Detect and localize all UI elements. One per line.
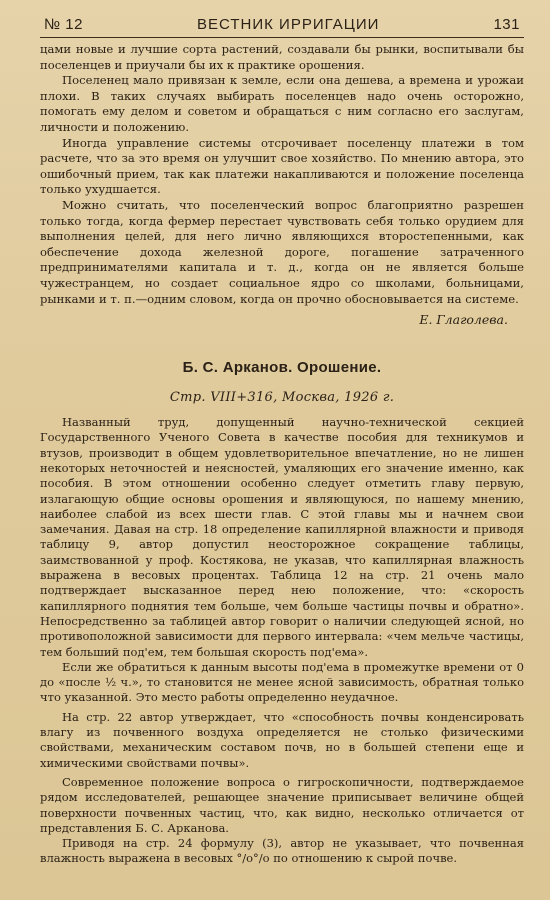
- issue-number: № 12: [44, 16, 83, 33]
- article-paragraph: Поселенец мало привязан к земле, если она дешева, а времена и урожаи плохи. В таких случаях выбирать поселенцев надо очень осторожно, помогать ему делом и советом и обращаться с ним согласно его заслугам, личности и положению.: [40, 73, 524, 134]
- review-paragraph: Если же обратиться к данным высоты под'ема в промежутке времени от 0 до «после ½ ч.», то становится не менее ясной зависимость, обратная только что указанной. Это место работы определенно неудачное.: [40, 659, 524, 705]
- article-paragraph: цами новые и лучшие сорта растений, создавали бы рынки, воспитывали бы поселенцев и приучали бы их к практике орошения.: [40, 42, 524, 72]
- author-signature: Е. Глаголева.: [419, 312, 508, 328]
- review-publication-info: Стр. VIII+316, Москва, 1926 г.: [169, 390, 395, 406]
- review-paragraph: Приводя на стр. 24 формулу (3), автор не указывает, что почвенная влажность выражена в весовых °/о°/о по отношению к сырой почве.: [40, 836, 524, 866]
- journal-title: ВЕСТНИК ИРРИГАЦИИ: [197, 16, 380, 33]
- page-header: [40, 16, 524, 38]
- article-continuation: [40, 42, 524, 329]
- review-paragraph: На стр. 22 автор утверждает, что «способность почвы конденсировать влагу из почвенного воздуха определяется не столько физическими свойствами, механическим составом почв, но в большей степени еще и химическими свойствами почвы».: [40, 709, 524, 770]
- article-paragraph: Можно считать, что поселенческий вопрос благоприятно разрешен только тогда, когда фермер перестает чувствовать себя только орудием для выполнения целей, для него лично являющихся второстепенными, как обеспечение дохода железной дороге, погашение затраченного предпринимателями капитала и т. д., когда он не является больше чужестранцем, но создает социальное ядро со школами, больницами, рынками и т. п.—одним словом, когда он прочно обосновывается на системе.: [40, 197, 524, 306]
- review-paragraph: Названный труд, допущенный научно-технической секцией Государственного Ученого Совета в качестве пособия для техникумов и втузов, производит в общем удовлетворительное впечатление, но не лишен некоторых неточностей и неясностей, умаляющих его значение именно, как пособия. В этом отношении особенно следует отметить главу первую, излагающую общие основы орошения и являющуюся, по нашему мнению, наиболее слабой из всех шести глав. С этой главы мы и начнем свои замечания. Давая на стр. 18 определение капиллярной влажности и приводя таблицу 9, автор допустил неосторожное сокращение таблицы, заимствованной у проф. Костякова, не указав, что капиллярная влажность выражена в весовых процентах. Таблица 12 на стр. 21 очень мало подтверждает высказанное перед нею положение, что: «скорость капиллярного поднятия тем больше, чем больше частицы почвы и обратно». Непосредственно за таблицей автор говорит о наличии следующей ясной, но противоположной зависимости для первого интервала: «чем мельче частицы, тем больший под'ем, тем большая скорость под'ема».: [40, 415, 524, 659]
- page-number: 131: [493, 16, 520, 33]
- review-title: Б. С. Арканов. Орошение.: [182, 359, 382, 377]
- review-body: [40, 415, 524, 867]
- review-paragraph: Современное положение вопроса о гигроскопичности, подтверждаемое рядом исследователей, решающее значение приписывает величине общей поверхности почвенных частиц, что, как видно, несколько отличается от представления Б. С. Арканова.: [40, 774, 524, 835]
- article-paragraph: Иногда управление системы отсрочивает поселенцу платежи в том расчете, что за это время он улучшит свое хозяйство. По мнению автора, это ошибочный прием, так как платежи накапливаются и положение поселенца только ухудшается.: [40, 135, 524, 197]
